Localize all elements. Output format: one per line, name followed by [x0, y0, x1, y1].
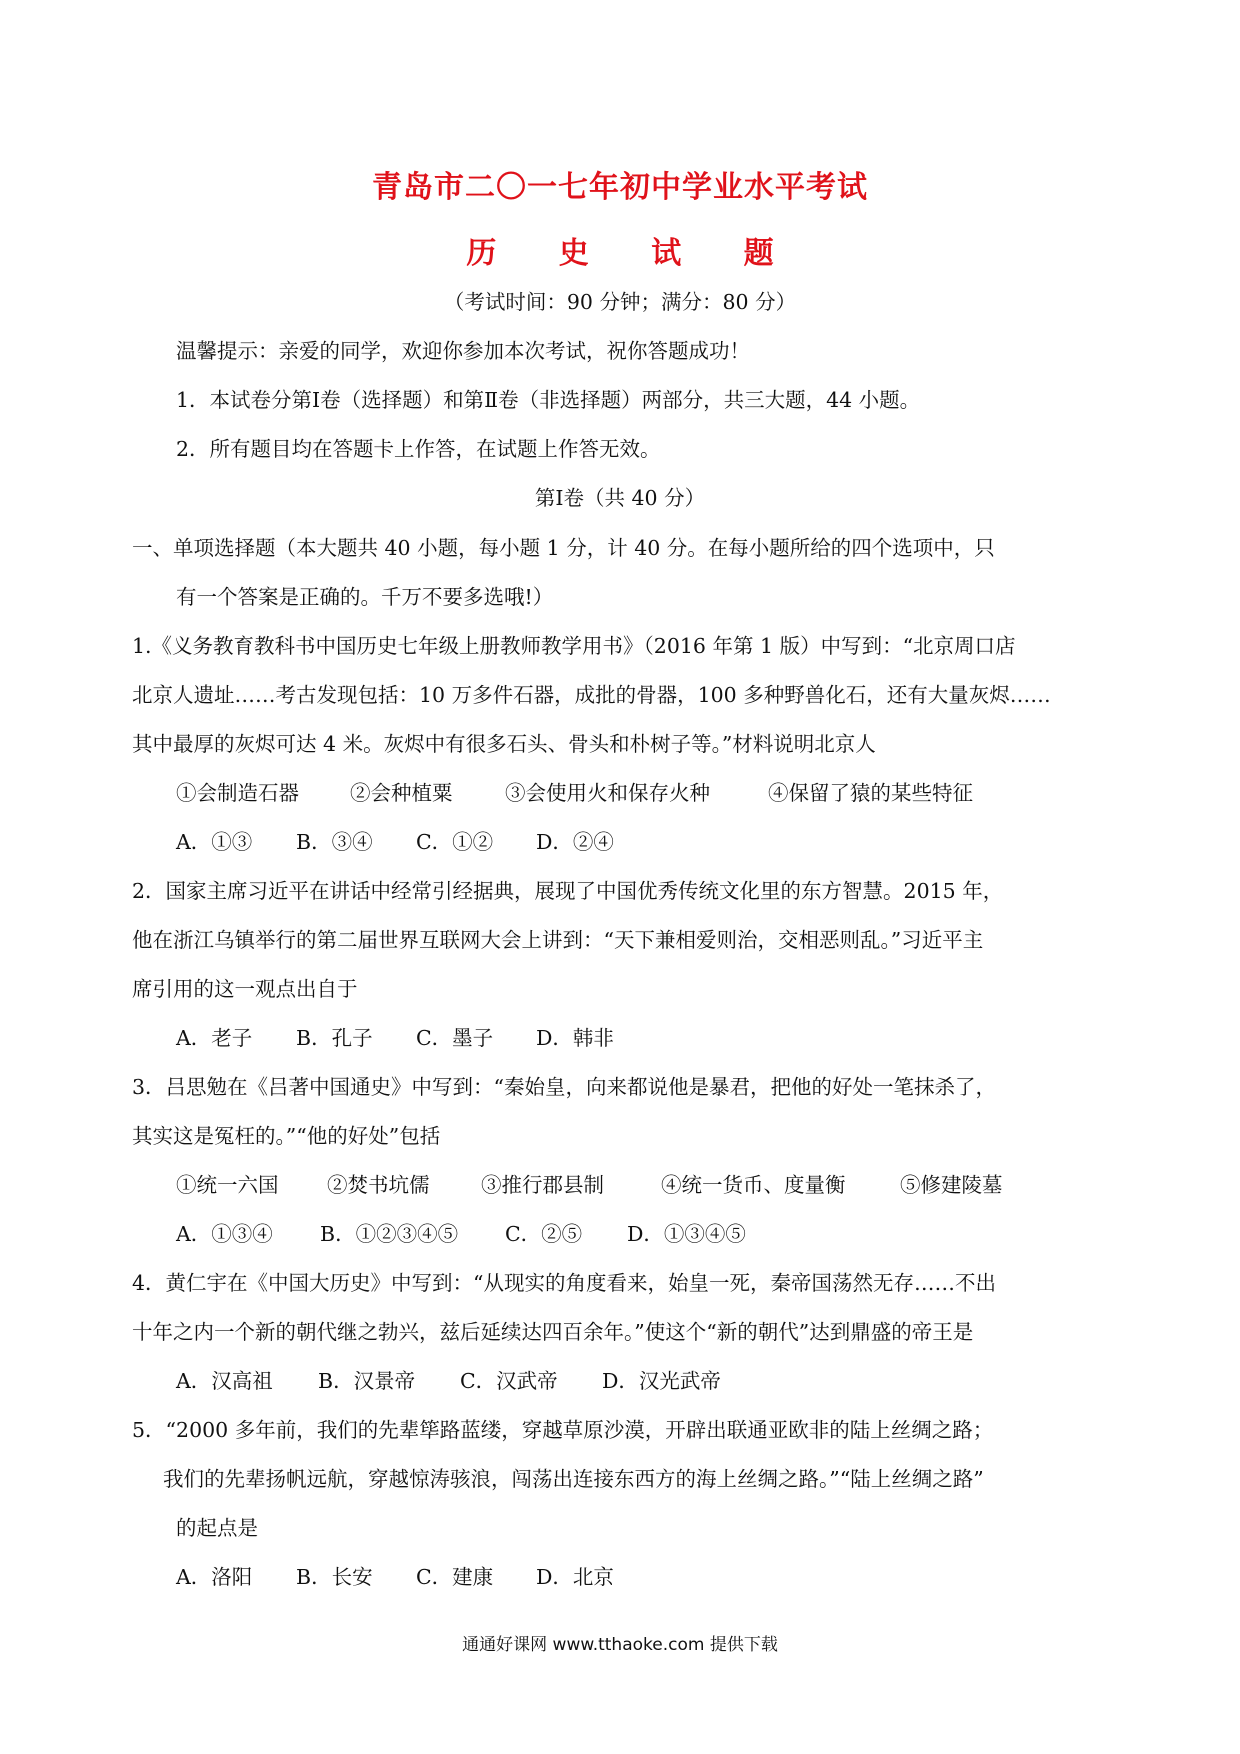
question-3-option-c: C．②⑤	[505, 1222, 583, 1246]
question-1-line-1: 1.《义务教育教科书中国历史七年级上册教师教学用书》（2016 年第 1 版）中写到：“北京周口店	[132, 634, 1016, 658]
instruction-note-1: 1．本试卷分第Ⅰ卷（选择题）和第Ⅱ卷（非选择题）两部分，共三大题，44 小题。	[176, 388, 921, 412]
subject-title: 历 史 试 题	[466, 236, 800, 271]
question-3-option-b: B．①②③④⑤	[320, 1222, 459, 1246]
question-2-line-2: 他在浙江乌镇举行的第二届世界互联网大会上讲到：“天下兼相爱则治，交相恶则乱。”习近平主	[132, 928, 984, 952]
exam-title: 青岛市二〇一七年初中学业水平考试	[372, 170, 868, 205]
section-instructions-line-1: 一、单项选择题（本大题共 40 小题，每小题 1 分，计 40 分。在每小题所给的四个选项中，只	[132, 536, 995, 560]
question-5-option-c: C．建康	[416, 1565, 494, 1589]
question-1-option-b: B．③④	[296, 830, 373, 854]
question-4-option-c: C．汉武帝	[460, 1369, 558, 1393]
instruction-note-2: 2．所有题目均在答题卡上作答，在试题上作答无效。	[176, 437, 661, 461]
question-5-line-1: 5．“2000 多年前，我们的先辈筚路蓝缕，穿越草原沙漠，开辟出联通亚欧非的陆上丝绸之路；	[132, 1418, 994, 1442]
question-5-option-a: A．洛阳	[176, 1565, 253, 1589]
question-2-option-c: C．墨子	[416, 1026, 494, 1050]
question-1-option-a: A．①③	[176, 830, 253, 854]
question-1-item: ③会使用火和保存火种	[505, 781, 710, 805]
question-5-line-3: 的起点是	[176, 1516, 258, 1540]
question-2-option-a: A．老子	[176, 1026, 253, 1050]
exam-info: （考试时间：90 分钟；满分：80 分）	[443, 290, 797, 314]
question-3-item: ②焚书坑儒	[327, 1173, 430, 1197]
question-1-line-2: 北京人遗址……考古发现包括：10 万多件石器，成批的骨器，100 多种野兽化石，还有大量灰烬……	[132, 683, 1051, 707]
question-1-item: ④保留了猿的某些特征	[768, 781, 973, 805]
question-3-item: ⑤修建陵墓	[900, 1173, 1003, 1197]
question-4-option-a: A．汉高祖	[176, 1369, 273, 1393]
question-1-item: ②会种植粟	[350, 781, 453, 805]
question-3-item: ④统一货币、度量衡	[661, 1173, 846, 1197]
question-5-option-b: B．长安	[296, 1565, 373, 1589]
question-3-line-2: 其实这是冤枉的。”“他的好处”包括	[132, 1124, 441, 1148]
question-4-line-1: 4．黄仁宇在《中国大历史》中写到：“从现实的角度看来，始皇一死，秦帝国荡然无存……不出	[132, 1271, 997, 1295]
question-1-option-c: C．①②	[416, 830, 494, 854]
question-1-item: ①会制造石器	[176, 781, 299, 805]
page-footer: 通通好课网 www.tthaoke.com 提供下载	[462, 1635, 778, 1655]
question-4-line-2: 十年之内一个新的朝代继之勃兴，兹后延续达四百余年。”使这个“新的朝代”达到鼎盛的帝王是	[132, 1320, 974, 1344]
question-3-option-d: D．①③④⑤	[627, 1222, 746, 1246]
part-heading: 第Ⅰ卷（共 40 分）	[534, 486, 706, 510]
greeting-note: 温馨提示：亲爱的同学，欢迎你参加本次考试，祝你答题成功！	[176, 339, 750, 363]
question-2-line-3: 席引用的这一观点出自于	[132, 977, 358, 1001]
question-5-line-2: 我们的先辈扬帆远航，穿越惊涛骇浪，闯荡出连接东西方的海上丝绸之路。”“陆上丝绸之路”	[163, 1467, 984, 1491]
question-1-line-3: 其中最厚的灰烬可达 4 米。灰烬中有很多石头、骨头和朴树子等。”材料说明北京人	[132, 732, 876, 756]
question-2-line-1: 2．国家主席习近平在讲话中经常引经据典，展现了中国优秀传统文化里的东方智慧。2015 年，	[132, 879, 1004, 903]
question-5-option-d: D．北京	[536, 1565, 614, 1589]
question-1-option-d: D．②④	[536, 830, 614, 854]
question-2-option-d: D．韩非	[536, 1026, 614, 1050]
question-3-line-1: 3．吕思勉在《吕著中国通史》中写到：“秦始皇，向来都说他是暴君，把他的好处一笔抹杀了，	[132, 1075, 997, 1099]
question-3-option-a: A．①③④	[176, 1222, 273, 1246]
question-4-option-d: D．汉光武帝	[602, 1369, 721, 1393]
question-4-option-b: B．汉景帝	[318, 1369, 416, 1393]
question-3-item: ①统一六国	[176, 1173, 279, 1197]
question-3-item: ③推行郡县制	[481, 1173, 604, 1197]
section-instructions-line-2: 有一个答案是正确的。千万不要多选哦!）	[176, 585, 554, 609]
question-2-option-b: B．孔子	[296, 1026, 373, 1050]
